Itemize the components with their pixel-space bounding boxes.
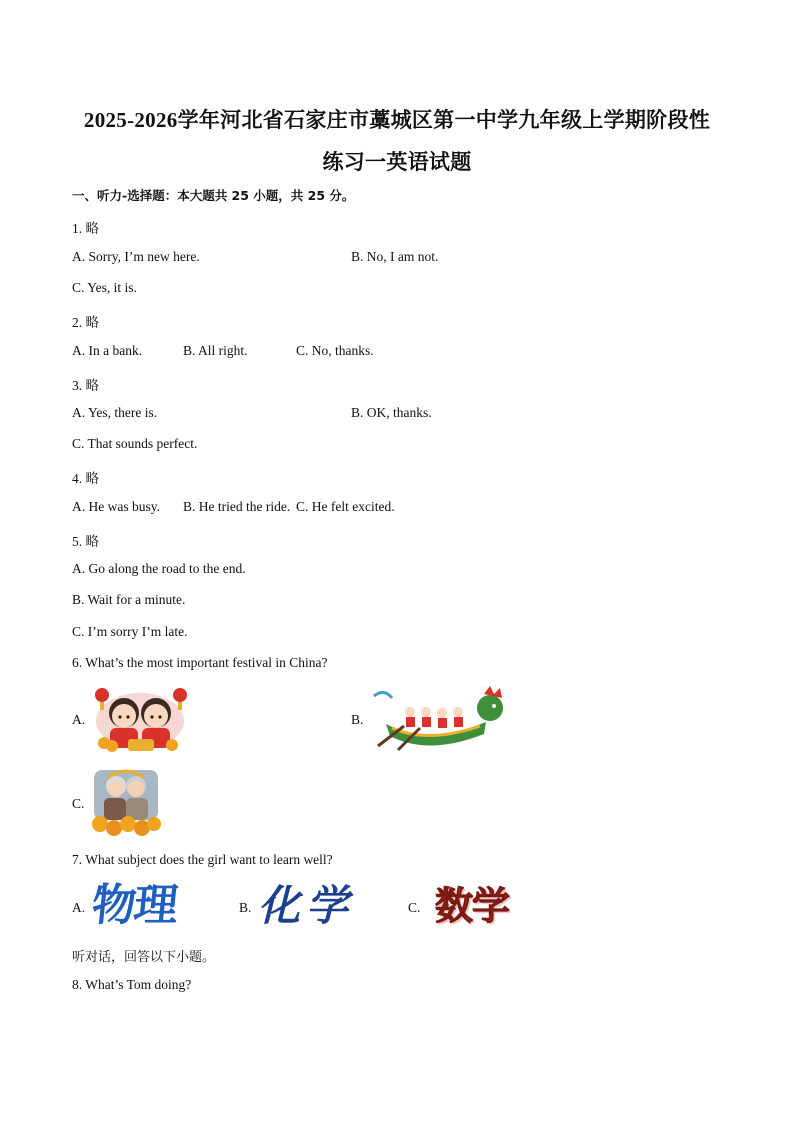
q3-option-b: B. OK, thanks.: [351, 405, 432, 420]
dragon-boat-image: [368, 684, 508, 754]
physics-word-art: 物理: [89, 880, 179, 931]
q1-label: 1. 略: [72, 221, 99, 236]
q2-option-a: A. In a bank.: [72, 343, 143, 358]
q5-label: 5. 略: [72, 534, 99, 549]
q6-option-a: A.: [72, 712, 86, 727]
q5-option-b: B. Wait for a minute.: [72, 592, 186, 607]
q6-option-b: B.: [351, 712, 364, 727]
q3-option-c: C. That sounds perfect.: [72, 436, 198, 451]
q1-option-c: C. Yes, it is.: [72, 280, 137, 295]
q2-label: 2. 略: [72, 315, 99, 330]
section-heading: 一、听力-选择题：本大题共 25 小题，共 25 分。: [72, 188, 355, 203]
q7-option-b: B.: [239, 900, 252, 915]
q2-option-c: C. No, thanks.: [296, 343, 374, 358]
q6-option-c: C.: [72, 796, 85, 811]
q4-option-c: C. He felt excited.: [296, 499, 395, 514]
q3-option-a: A. Yes, there is.: [72, 405, 158, 420]
q5-option-a: A. Go along the road to the end.: [72, 561, 246, 576]
q7-option-c: C.: [408, 900, 421, 915]
listening-instruction: 听对话，回答以下小题。: [72, 950, 216, 965]
q4-label: 4. 略: [72, 471, 99, 486]
q4-option-b: B. He tried the ride.: [183, 499, 291, 514]
q1-option-b: B. No, I am not.: [351, 249, 439, 264]
q5-option-c: C. I’m sorry I’m late.: [72, 624, 188, 639]
q4-option-a: A. He was busy.: [72, 499, 160, 514]
chemistry-word-art: 化学: [258, 881, 355, 930]
q1-option-a: A. Sorry, I’m new here.: [72, 249, 200, 264]
q7-label: 7. What subject does the girl want to learn well?: [72, 852, 333, 867]
q6-label: 6. What’s the most important festival in China?: [72, 655, 328, 670]
q8-label: 8. What’s Tom doing?: [72, 977, 192, 992]
exam-title-line2: 练习一英语试题: [322, 150, 472, 174]
q3-label: 3. 略: [72, 378, 99, 393]
q7-option-a: A.: [72, 900, 86, 915]
spring-festival-children-image: [88, 683, 192, 753]
exam-title-line1: 2025-2026学年河北省石家庄市藁城区第一中学九年级上学期阶段性: [83, 108, 711, 132]
math-word-art: 数学: [435, 884, 510, 928]
chongyang-elderly-couple-image: [88, 766, 164, 838]
q2-option-b: B. All right.: [183, 343, 248, 358]
